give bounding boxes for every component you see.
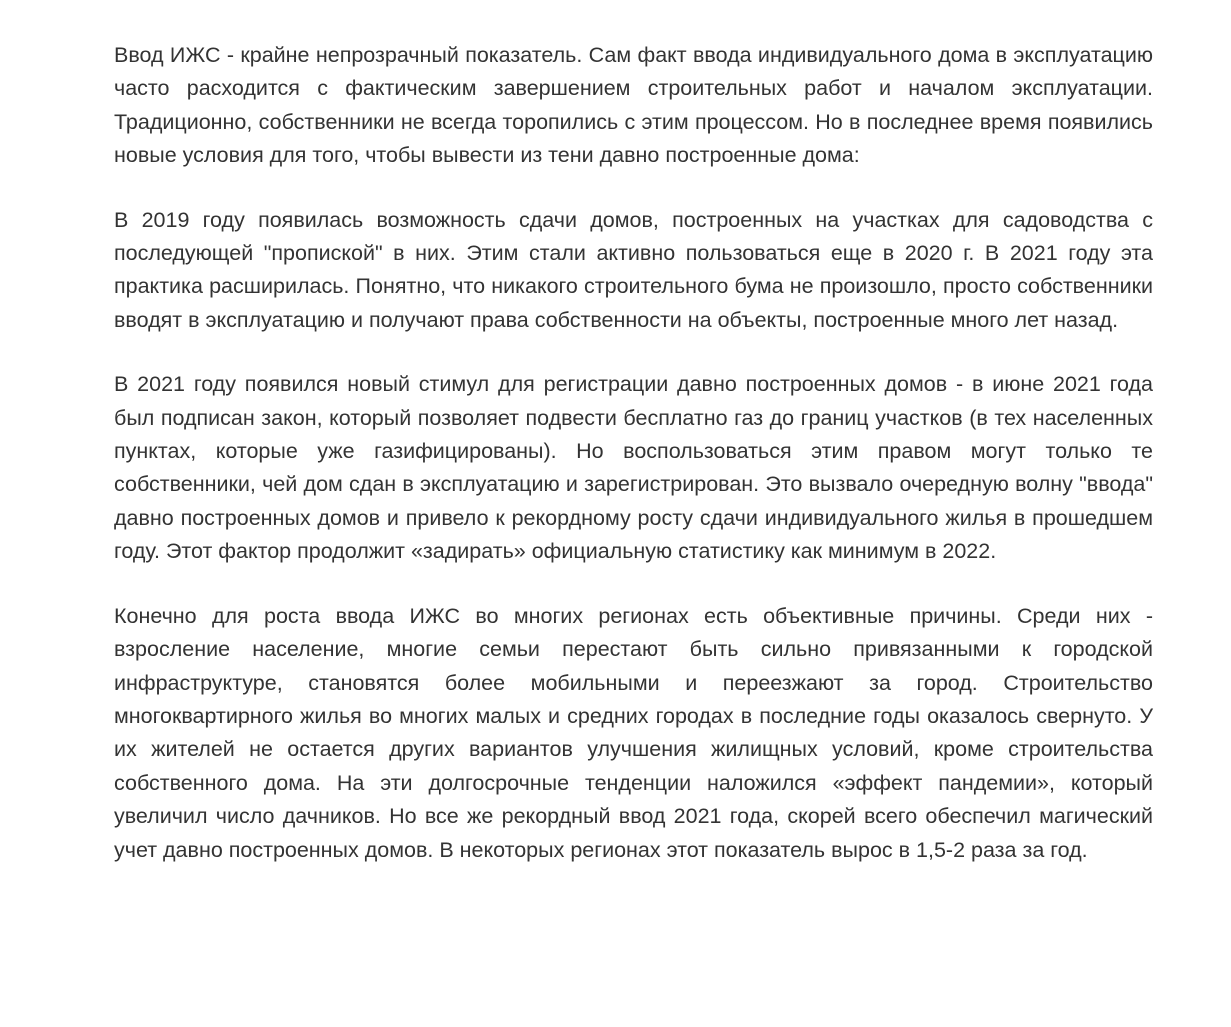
article-body: [114, 39, 1153, 867]
paragraph-2021-gas-law: В 2021 году появился новый стимул для регистрации давно построенных домов - в июне 2021 года был подписан закон, который позволяет подвести бесплатно газ до границ участков (в тех населенных пунктах, которые уже газифицированы). Но воспользоваться этим правом могут только те собственники, чей дом сдан в эксплуатацию и зарегистрирован. Это вызвало очередную волну "ввода" давно построенных домов и привело к рекордному росту сдачи индивидуального жилья в прошедшем году. Этот фактор продолжит «задирать» официальную статистику как минимум в 2022.: [114, 372, 1153, 564]
paragraph-objective-reasons: Конечно для роста ввода ИЖС во многих регионах есть объективные причины. Среди них - взросление население, многие семьи перестают быть сильно привязанными к городской инфраструктуре, становятся более мобильными и переезжают за город. Строительство многоквартирного жилья во многих малых и средних городах в последние годы оказалось свернуто. У их жителей не остается других вариантов улучшения жилищных условий, кроме строительства собственного дома. На эти долгосрочные тенденции наложился «эффект пандемии», который увеличил число дачников. Но все же рекордный ввод 2021 года, скорей всего обеспечил магический учет давно построенных домов. В некоторых регионах этот показатель вырос в 1,5-2 раза за год.: [114, 603, 1153, 862]
paragraph-2019-garden-houses: В 2019 году появилась возможность сдачи домов, построенных на участках для садоводства с последующей "пропиской" в них. Этим стали активно пользоваться еще в 2020 г. В 2021 году эта практика расширилась. Понятно, что никакого строительного бума не произошло, просто собственники вводят в эксплуатацию и получают права собственности на объекты, построенные много лет назад.: [114, 207, 1153, 332]
paragraph-izhs-opacity: Ввод ИЖС - крайне непрозрачный показатель. Сам факт ввода индивидуального дома в эксплуатацию часто расходится с фактическим завершением строительных работ и началом эксплуатации. Традиционно, собственники не всегда торопились с этим процессом. Но в последнее время появились новые условия для того, чтобы вывести из тени давно построенные дома:: [114, 43, 1153, 168]
